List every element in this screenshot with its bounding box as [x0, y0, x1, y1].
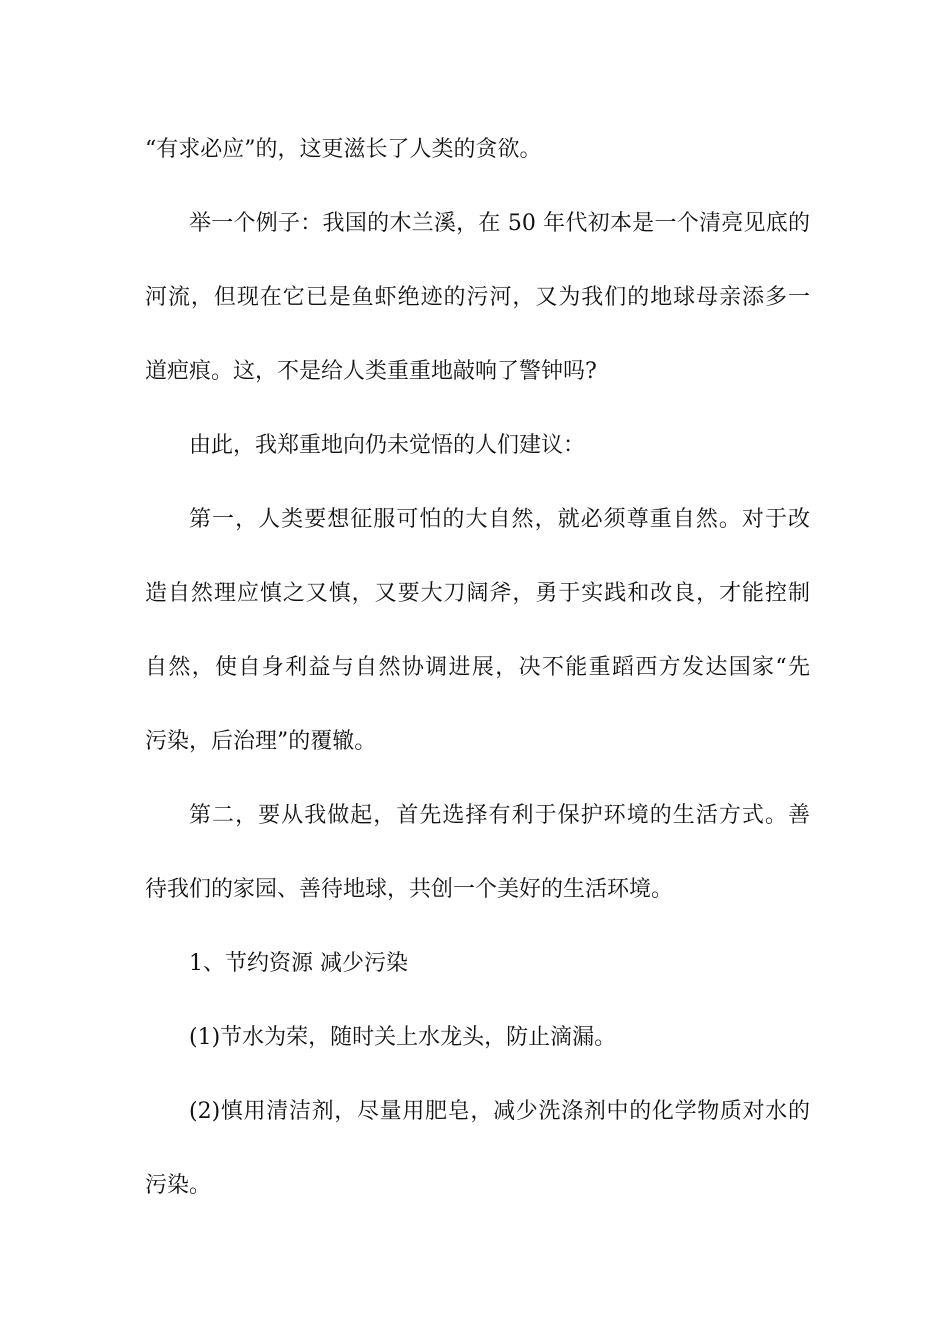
list-item: (2)慎用清洁剂，尽量用肥皂，减少洗涤剂中的化学物质对水的: [189, 1099, 810, 1124]
text-line: 由此，我郑重地向仍未觉悟的人们建议：: [189, 433, 586, 458]
text-line: 污染。: [145, 1173, 212, 1198]
text-line: 污染，后治理”的覆辙。: [145, 729, 377, 754]
text-line: 举一个例子：我国的木兰溪，在 50 年代初本是一个清亮见底的: [189, 211, 810, 236]
text-line: 造自然理应慎之又慎，又要大刀阔斧，勇于实践和改良，才能控制: [145, 581, 810, 606]
list-item: (1)节水为荣，随时关上水龙头，防止滴漏。: [189, 1025, 617, 1050]
text-line: 道疤痕。这，不是给人类重重地敲响了警钟吗?: [145, 359, 597, 384]
text-line: 自然，使自身利益与自然协调进展，决不能重蹈西方发达国家“先: [145, 655, 810, 680]
text-line: “有求必应”的，这更滋长了人类的贪欲。: [145, 137, 542, 162]
text-line: 河流，但现在它已是鱼虾绝迹的污河，又为我们的地球母亲添多一: [145, 285, 810, 310]
text-line: 第一，人类要想征服可怕的大自然，就必须尊重自然。对于改: [189, 507, 810, 532]
text-line: 待我们的家园、善待地球，共创一个美好的生活环境。: [145, 877, 674, 902]
text-line: 第二，要从我做起，首先选择有利于保护环境的生活方式。善: [189, 803, 810, 828]
section-heading: 1、节约资源 减少污染: [189, 951, 408, 976]
